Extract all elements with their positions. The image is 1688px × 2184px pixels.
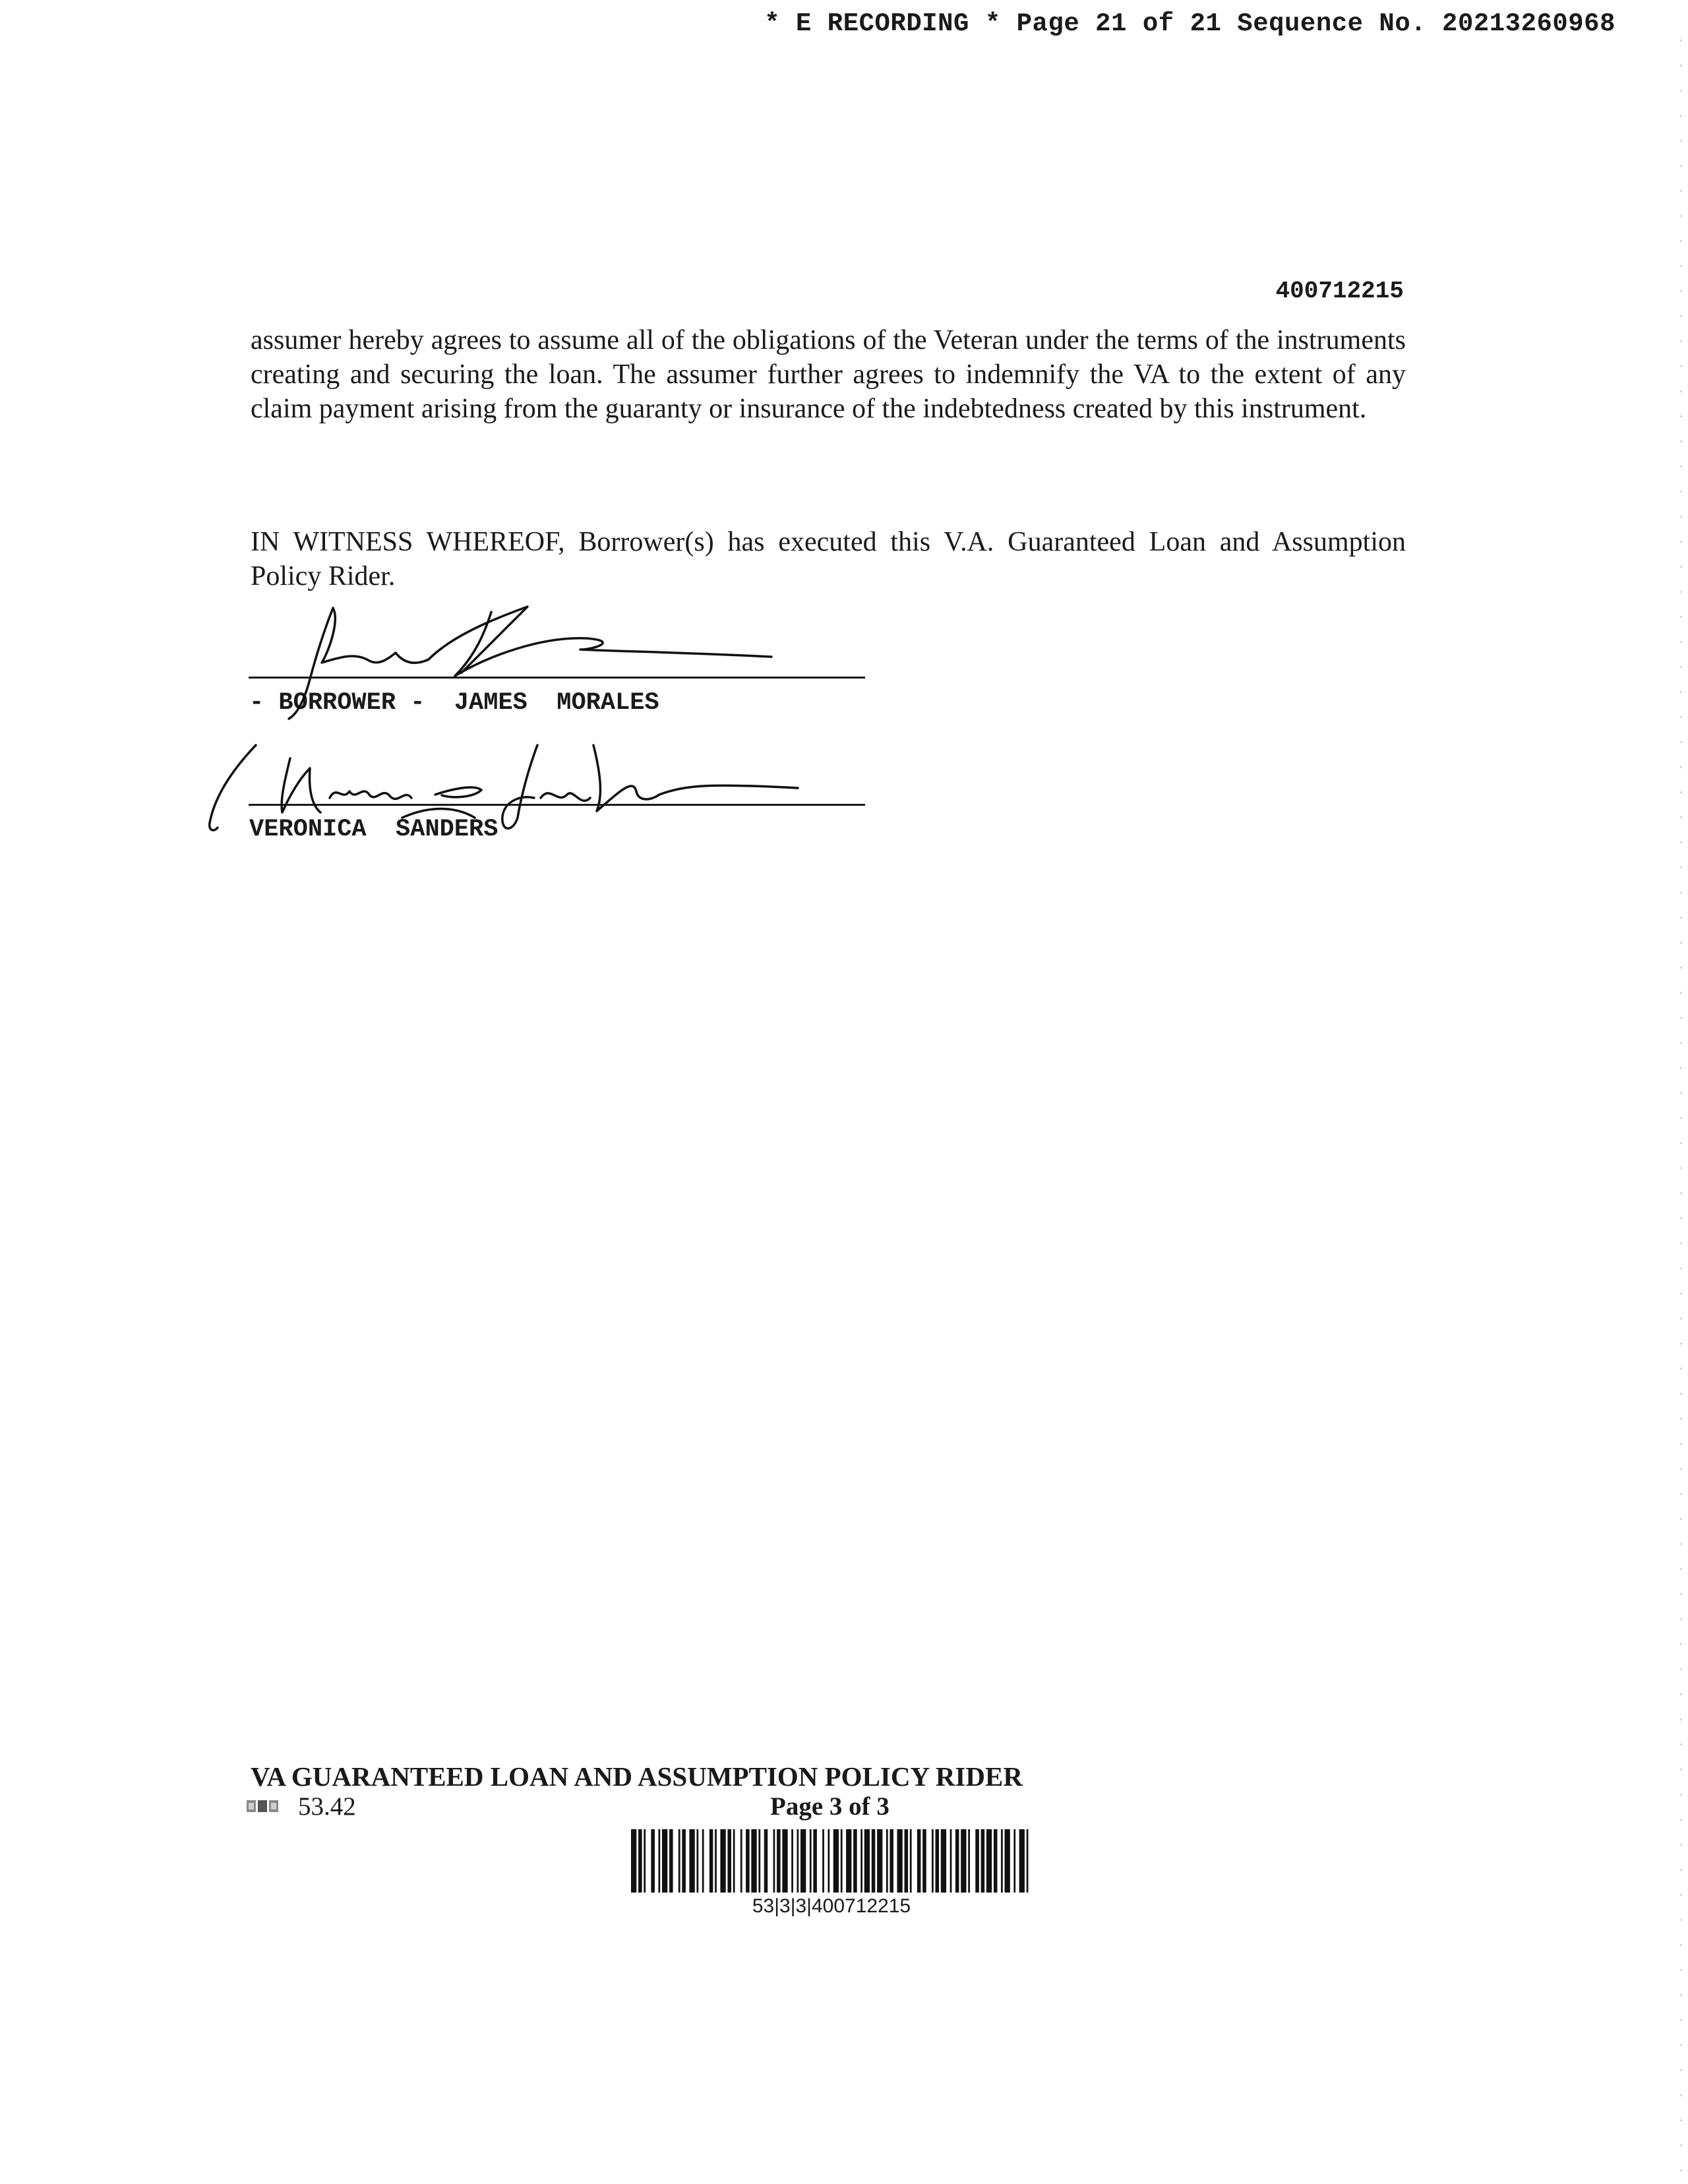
scan-dot [1680,190,1682,192]
barcode-bar [864,1829,870,1893]
witness-paragraph: IN WITNESS WHEREOF, Borrower(s) has executed this V.A. Guaranteed Loan and Assumption Policy Rider. [251,527,1406,592]
barcode-bar [994,1829,998,1893]
barcode-bar [658,1829,660,1893]
scan-dot [1680,841,1682,843]
scan-dot [1680,1718,1682,1720]
scan-dot [1680,365,1682,367]
scan-dot [1680,866,1682,868]
scan-dot [1680,440,1682,442]
scan-dot [1680,491,1682,493]
barcode-bar [764,1829,768,1893]
scan-dot [1680,2019,1682,2021]
barcode-bar [975,1829,979,1893]
scan-dot [1680,967,1682,969]
scan-dot [1680,1869,1682,1871]
scan-dot [1680,1543,1682,1545]
scan-dot [1680,90,1682,92]
barcode-bar [638,1829,642,1893]
scan-dot [1680,616,1682,618]
scan-dot [1680,641,1682,643]
scan-dot [1680,1744,1682,1745]
scan-dot [1680,1042,1682,1044]
barcode-bar [828,1829,829,1893]
scan-dot [1680,992,1682,994]
scan-dot [1680,791,1682,793]
barcode-bar [941,1829,946,1893]
scan-dot [1680,1292,1682,1294]
scan-dot [1680,1067,1682,1069]
scan-dot [1680,1117,1682,1119]
footer-page-number: Page 3 of 3 [770,1792,889,1821]
barcode-bar [782,1829,787,1893]
scan-dot [1680,917,1682,919]
scan-dot [1680,1919,1682,1921]
scan-dot [1680,315,1682,317]
scan-dot [1680,1368,1682,1370]
barcode-bar [922,1829,926,1893]
barcode-bar [727,1829,731,1893]
scan-dot [1680,2144,1682,2146]
scan-dot [1680,766,1682,768]
scan-dot [1680,1192,1682,1194]
barcode-bar [720,1829,725,1893]
barcode-bar [860,1829,862,1893]
loan-number: 400712215 [1275,278,1404,305]
scan-dot [1680,1593,1682,1595]
scan-dot [1680,1242,1682,1244]
footer-form-code: 53.42 [298,1792,356,1821]
scan-edge-marks [1648,0,1688,2184]
scan-dot [1680,591,1682,593]
scan-dot [1680,1894,1682,1896]
barcode-bar [746,1829,750,1893]
scan-dot [1680,892,1682,894]
barcode-bar [846,1829,851,1893]
scan-dot [1680,240,1682,242]
scan-dot [1680,1493,1682,1495]
barcode-bar [1013,1829,1015,1893]
barcode-bar [813,1829,817,1893]
barcode-bar [897,1829,902,1893]
scan-dot [1680,40,1682,42]
barcode-bar [682,1829,686,1893]
scan-dot [1680,1643,1682,1645]
barcode-bar [853,1829,857,1893]
barcode-bar [740,1829,742,1893]
scan-dot [1680,942,1682,944]
scan-dot [1680,816,1682,818]
barcode-bar [961,1829,966,1893]
scan-dot [1680,215,1682,217]
barcode-bar [833,1829,839,1893]
scan-dot [1680,290,1682,292]
barcode-bar [678,1829,680,1893]
scan-dot [1680,466,1682,468]
scan-dot [1680,1468,1682,1470]
signature-label-borrower: - BORROWER - JAMES MORALES [249,689,659,717]
form-stamp-icon [246,1799,280,1815]
scan-dot [1680,1092,1682,1094]
scan-dot [1680,741,1682,743]
barcode-bar [968,1829,970,1893]
scan-dot [1680,716,1682,718]
scan-dot [1680,1167,1682,1169]
scan-dot [1680,566,1682,568]
scan-dot [1680,1769,1682,1771]
barcode-bar [791,1829,793,1893]
barcode-bar [702,1829,704,1893]
barcode-bar [669,1829,673,1893]
scan-dot [1680,1819,1682,1821]
barcode-bar [733,1829,735,1893]
scan-dot [1680,1844,1682,1846]
barcode-bar [905,1829,909,1893]
scan-dot [1680,1668,1682,1670]
scan-dot [1680,666,1682,668]
barcode-bar [689,1829,694,1893]
barcode-bar [631,1829,636,1893]
barcode-bar [877,1829,882,1893]
scan-dot [1680,340,1682,342]
scan-dot [1680,115,1682,117]
barcode-bar [986,1829,992,1893]
scan-dot [1680,140,1682,142]
scan-dot [1680,1318,1682,1320]
barcode-bar [758,1829,760,1893]
barcode-bar [841,1829,843,1893]
scan-dot [1680,1518,1682,1520]
barcode-bar [751,1829,756,1893]
scan-dot [1680,1443,1682,1445]
scan-dot [1680,1217,1682,1219]
scan-dot [1680,65,1682,67]
barcode-image [631,1829,1032,1893]
scan-dot [1680,2094,1682,2096]
recording-header: * E RECORDING * Page 21 of 21 Sequence No. 20213260968 [764,9,1615,38]
barcode-bar [1027,1829,1029,1893]
barcode-bar [889,1829,893,1893]
barcode-bar [886,1829,888,1893]
scan-dot [1680,2044,1682,2046]
scan-dot [1680,415,1682,417]
barcode-bar [651,1829,655,1893]
scan-dot [1680,1618,1682,1620]
scan-dot [1680,2169,1682,2171]
scan-dot [1680,1944,1682,1946]
barcode-bar [910,1829,912,1893]
barcode-bar [955,1829,959,1893]
scan-dot [1680,390,1682,392]
barcode-bar [872,1829,876,1893]
scan-dot [1680,541,1682,543]
barcode-bar [822,1829,824,1893]
barcode-bar [800,1829,806,1893]
barcode-bar [936,1829,940,1893]
scan-dot [1680,516,1682,518]
scan-dot [1680,1568,1682,1570]
scan-dot [1680,1267,1682,1269]
barcode-bar [1001,1829,1003,1893]
barcode-bar [777,1829,781,1893]
footer-form-title: VA GUARANTEED LOAN AND ASSUMPTION POLICY RIDER [251,1761,1023,1792]
barcode-bar [715,1829,717,1893]
barcode-bar [950,1829,952,1893]
scan-dot [1680,2119,1682,2121]
barcode-bar [1005,1829,1010,1893]
barcode-bar [709,1829,713,1893]
scan-dot [1680,1393,1682,1395]
barcode-bar [917,1829,921,1893]
barcode-bar [773,1829,775,1893]
barcode-bar [696,1829,698,1893]
scan-dot [1680,691,1682,693]
barcode-bar [981,1829,985,1893]
scan-dot [1680,2069,1682,2071]
signature-label-co-borrower: VERONICA SANDERS [249,816,498,843]
scan-dot [1680,1994,1682,1996]
scan-dot [1680,265,1682,267]
barcode-bar [662,1829,667,1893]
signature-line-borrower [249,677,865,679]
barcode-bar [810,1829,812,1893]
scan-dot [1680,165,1682,167]
scan-dot [1680,1418,1682,1420]
scan-dot [1680,1693,1682,1695]
barcode-bar [644,1829,646,1893]
assumption-paragraph: assumer hereby agrees to assume all of the obligations of the Veteran under the terms of the instruments creating and securing the loan. The assumer further agrees to indemnify the VA to the extent of any claim payment arising from the guaranty or insurance of the indebtedness created by this instrument. [251,325,1406,424]
scan-dot [1680,1969,1682,1971]
scan-dot [1680,1142,1682,1144]
scan-dot [1680,1343,1682,1345]
scan-dot [1680,1794,1682,1796]
scan-dot [1680,1017,1682,1019]
barcode-bar [932,1829,934,1893]
barcode-bar [1019,1829,1025,1893]
signature-line-co-borrower [249,804,865,806]
barcode-bar [797,1829,799,1893]
barcode-caption: 53|3|3|400712215 [752,1895,911,1917]
